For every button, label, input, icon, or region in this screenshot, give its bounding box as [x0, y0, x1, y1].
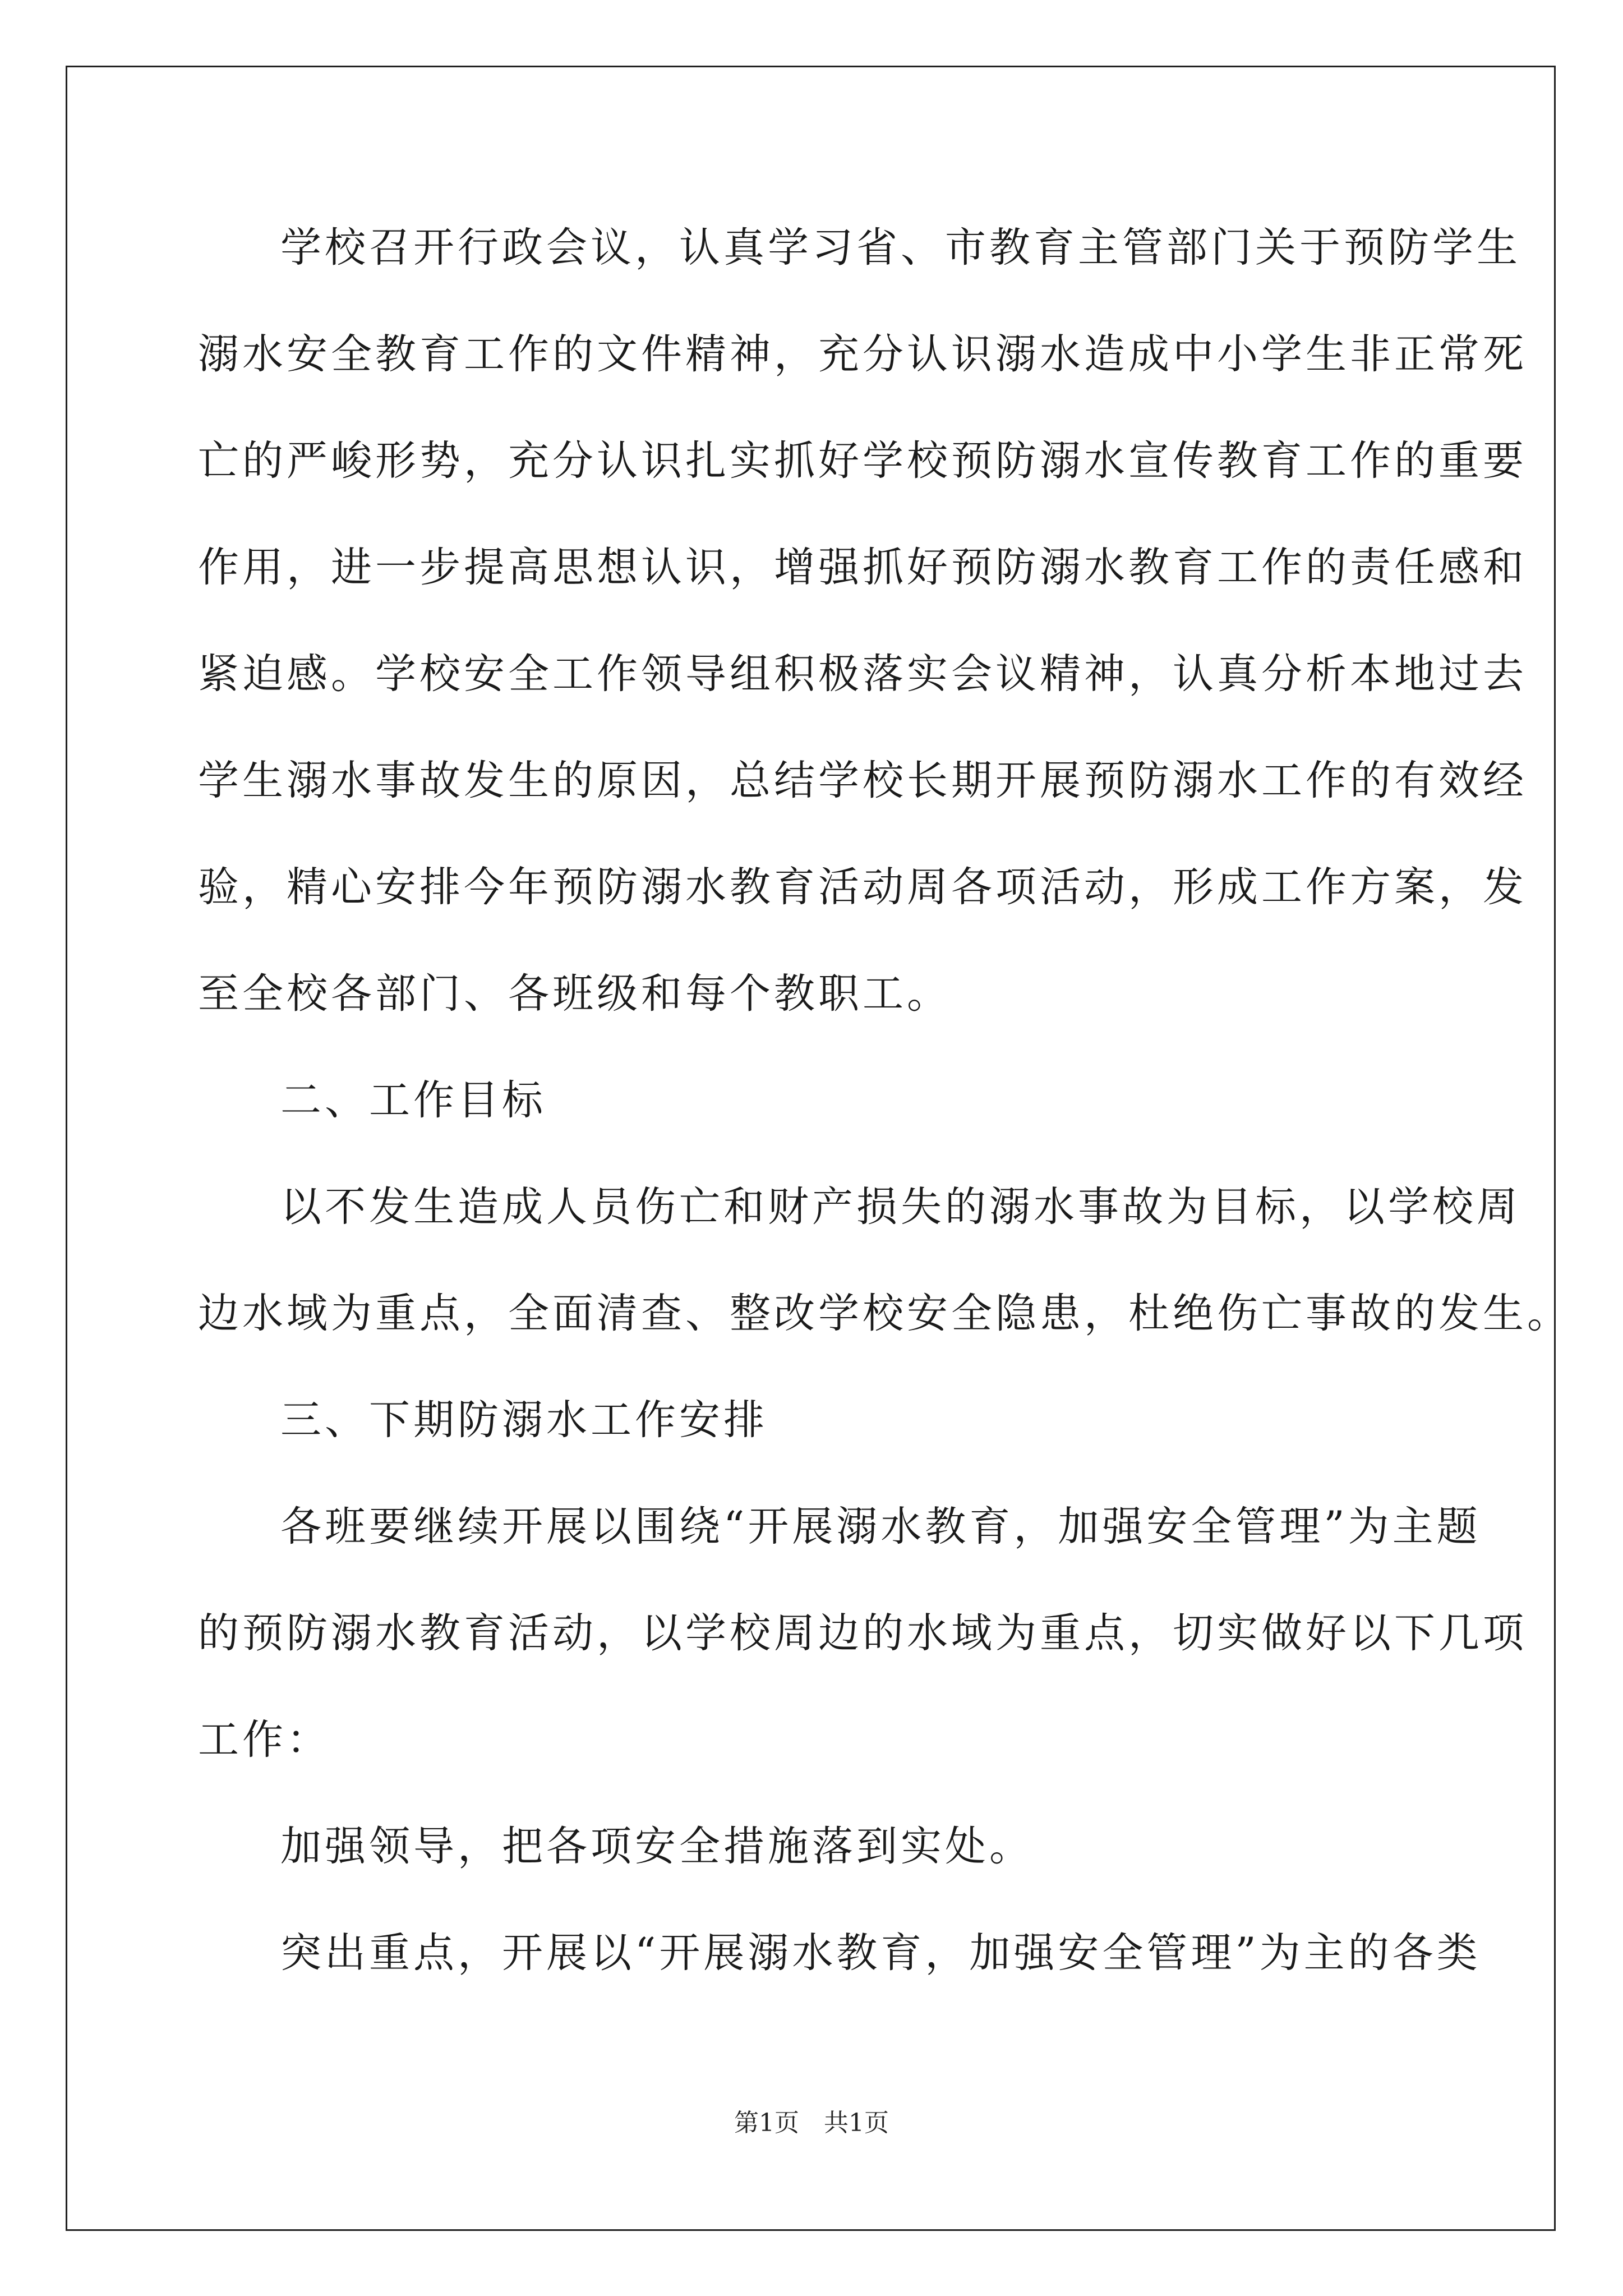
- paragraph-line: 突出重点，开展以“开展溺水教育，加强安全管理”为主的各类: [280, 1929, 1481, 1977]
- paragraph-line: 学生溺水事故发生的原因，总结学校长期开展预防溺水工作的有效经: [198, 757, 1527, 804]
- paragraph-line: 工作：: [198, 1716, 331, 1764]
- paragraph-line: 各班要继续开展以围绕“开展溺水教育，加强安全管理”为主题: [280, 1503, 1481, 1550]
- paragraph-line: 至全校各部门、各班级和每个教职工。: [198, 970, 951, 1018]
- paragraph-line: 以不发生造成人员伤亡和财产损失的溺水事故为目标，以学校周: [280, 1183, 1521, 1231]
- section-heading: 二、工作目标: [280, 1076, 546, 1124]
- paragraph-line: 加强领导，把各项安全措施落到实处。: [280, 1823, 1034, 1870]
- page-border: [66, 66, 1556, 2231]
- paragraph-line: 亡的严峻形势，充分认识扎实抓好学校预防溺水宣传教育工作的重要: [198, 437, 1527, 485]
- paragraph-line: 验，精心安排今年预防溺水教育活动周各项活动，形成工作方案，发: [198, 863, 1527, 911]
- paragraph-line: 边水域为重点，全面清查、整改学校安全隐患，杜绝伤亡事故的发生。: [198, 1290, 1571, 1337]
- section-heading: 三、下期防溺水工作安排: [280, 1396, 768, 1444]
- page-footer: 第1页 共1页: [734, 2109, 889, 2137]
- paragraph-line: 紧迫感。学校安全工作领导组积极落实会议精神，认真分析本地过去: [198, 650, 1527, 698]
- paragraph-line: 作用，进一步提高思想认识，增强抓好预防溺水教育工作的责任感和: [198, 544, 1527, 591]
- paragraph-line: 的预防溺水教育活动，以学校周边的水域为重点，切实做好以下几项: [198, 1609, 1527, 1657]
- paragraph-line: 学校召开行政会议，认真学习省、市教育主管部门关于预防学生: [280, 224, 1521, 272]
- paragraph-line: 溺水安全教育工作的文件精神，充分认识溺水造成中小学生非正常死: [198, 330, 1527, 378]
